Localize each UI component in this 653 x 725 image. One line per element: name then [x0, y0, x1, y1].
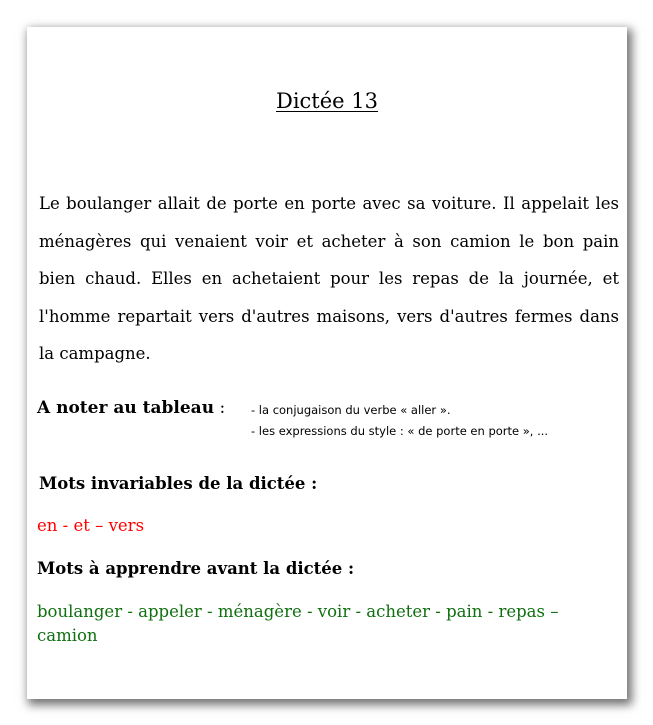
note-item: - les expressions du style : « de porte en porte », ... — [251, 424, 549, 438]
note-label-text: A noter au tableau — [37, 398, 215, 418]
note-label — [37, 398, 225, 418]
apprendre-heading: Mots à apprendre avant la dictée : — [37, 559, 355, 578]
note-items — [251, 400, 548, 442]
page-title: Dictée 13 — [275, 89, 378, 113]
invariables-words: en - et – vers — [37, 516, 145, 535]
apprendre-words: boulanger - appeler - ménagère - voir - acheter - pain - repas – camion — [37, 602, 559, 645]
dictation-paragraph: Le boulanger allait de porte en porte avec sa voiture. Il appelait les ménagères qui venaient voir et acheter à son camion le bon pain bien chaud. Elles en achetaient pour les repas de la journée, et l'homme repartait vers d'autres maisons, vers d'autres fermes dans la campagne. — [39, 194, 619, 363]
invariables-heading: Mots invariables de la dictée : — [39, 474, 318, 493]
document-page — [27, 27, 627, 699]
note-label-separator: : — [214, 398, 226, 418]
note-item: - la conjugaison du verbe « aller ». — [251, 403, 451, 417]
